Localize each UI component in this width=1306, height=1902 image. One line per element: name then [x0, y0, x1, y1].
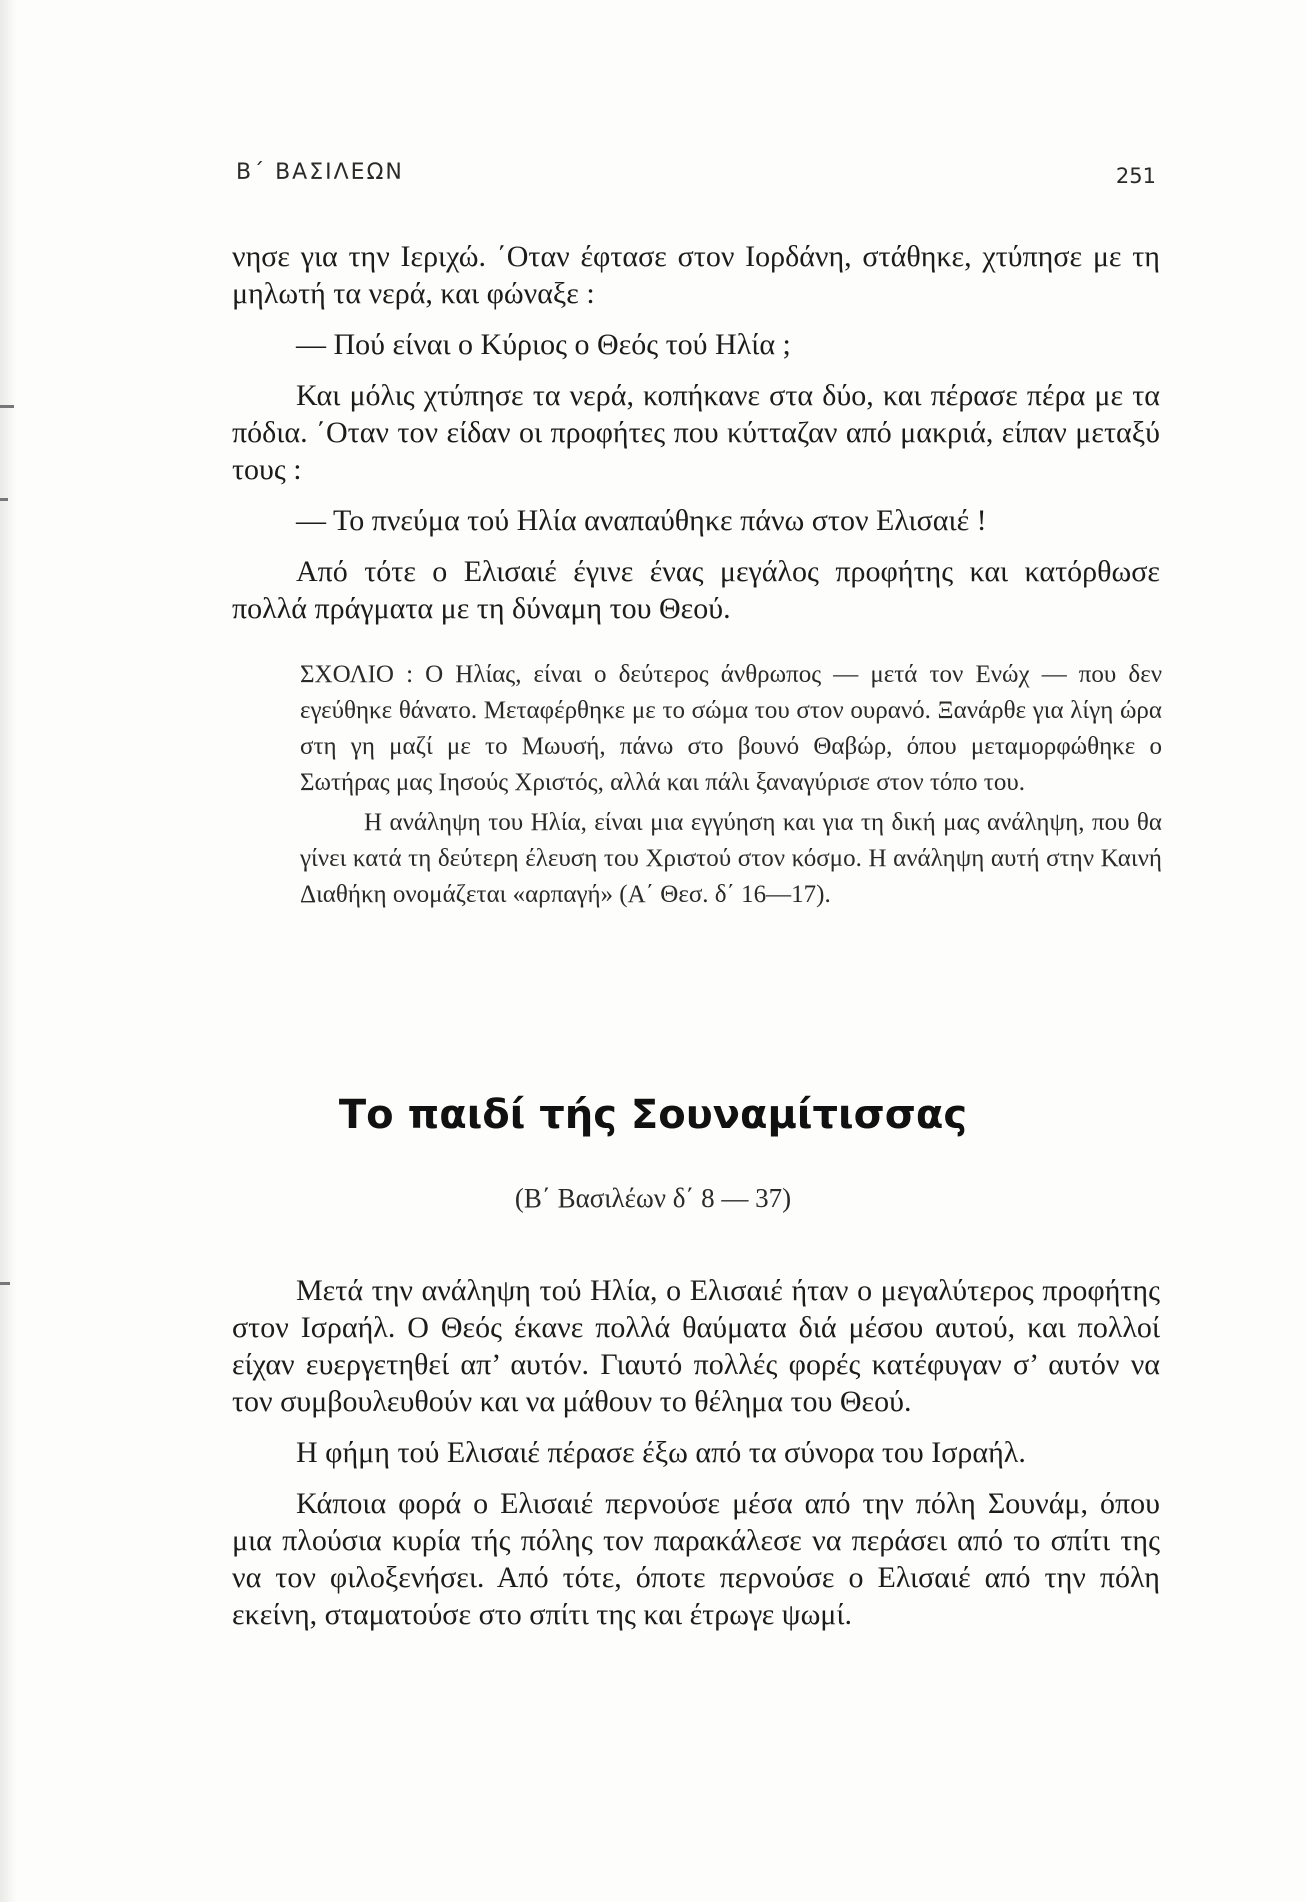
paragraph: Κάποια φορά ο Ελισαιέ περνούσε μέσα από την πόλη Σουνάμ, όπου μια πλούσια κυρία τής πόλης τον παρακάλεσε να περάσει από το σπίτι της να τον φιλοξενήσει. Από τότε, όποτε περνούσε ο Ελισαιέ από την πόλη εκείνη, σταματούσε στο σπίτι της και έτρωγε ψωμί.	[232, 1487, 1160, 1631]
paragraph: νησε για την Ιεριχώ. ΄Οταν έφτασε στον Ιορδάνη, στάθηκε, χτύπησε με τη μηλωτή τα νερά, και φώναξε :	[232, 240, 1160, 310]
paragraph: — Το πνεύμα τού Ηλία αναπαύθηκε πάνω στον Ελισαιέ !	[296, 504, 987, 537]
scholio-paragraph: ΣΧΟΛΙΟ : Ο Ηλίας, είναι ο δεύτερος άνθρωπος — μετά τον Ενώχ — που δεν εγεύθηκε θάνατο. Μεταφέρθηκε με το σώμα του στον ουρανό. Ξανάρθε για λίγη ώρα στη γη μαζί με το Μωυσή, πάνω στο βουνό Θαβώρ, όπου μεταμορφώθηκε ο Σωτήρας μας Ιησούς Χριστός, αλλά και πάλι ξαναγύρισε στον τόπο του.	[300, 661, 1162, 796]
paragraph: — Πού είναι ο Κύριος ο Θεός τού Ηλία ;	[296, 328, 791, 361]
scholio-note	[300, 657, 1162, 913]
page-header	[236, 160, 1156, 200]
page-edge-shadow	[0, 0, 16, 1902]
running-head: Β΄ ΒΑΣΙΛΕΩΝ	[236, 160, 404, 185]
margin-mark	[0, 498, 8, 501]
scholio-paragraph: Η ανάληψη του Ηλία, είναι μια εγγύηση και για τη δική μας ανάληψη, που θα γίνει κατά τη δεύτερη έλευση του Χριστού στον κόσμο. Η ανάληψη αυτή στην Καινή Διαθήκη ονομάζεται «αρπαγή» (Α΄ Θεσ. δ΄ 16—17).	[300, 809, 1162, 908]
section-reference: (Β΄ Βασιλέων δ΄ 8 — 37)	[514, 1183, 792, 1213]
section-title: Το παιδί τής Σουναμίτισσας	[338, 1092, 968, 1138]
margin-mark	[0, 1282, 10, 1285]
paragraph: Μετά την ανάληψη τού Ηλία, ο Ελισαιέ ήταν ο μεγαλύτερος προφήτης στον Ισραήλ. Ο Θεός έκανε πολλά θαύματα διά μέσου αυτού, και πολλοί είχαν ευεργετηθεί απ’ αυτόν. Γιαυτό πολλές φορές κατέφυγαν σ’ αυτόν να τον συμβουλευθούν και να μάθουν το θέλημα του Θεού.	[232, 1274, 1160, 1418]
paragraph: Και μόλις χτύπησε τα νερά, κοπήκανε στα δύο, και πέρασε πέρα με τα πόδια. ΄Οταν τον είδαν οι προφήτες που κύτταζαν από μακριά, είπαν μεταξύ τους :	[232, 379, 1160, 486]
bottom-narrative	[232, 1272, 1160, 1633]
paragraph: Από τότε ο Ελισαιέ έγινε ένας μεγάλος προφήτης και κατόρθωσε πολλά πράγματα με τη δύναμη του Θεού.	[232, 555, 1160, 625]
top-narrative	[232, 238, 1160, 627]
margin-mark	[0, 405, 14, 408]
page-number: 251	[1115, 164, 1156, 188]
paragraph: Η φήμη τού Ελισαιέ πέρασε έξω από τα σύνορα του Ισραήλ.	[296, 1436, 1026, 1469]
